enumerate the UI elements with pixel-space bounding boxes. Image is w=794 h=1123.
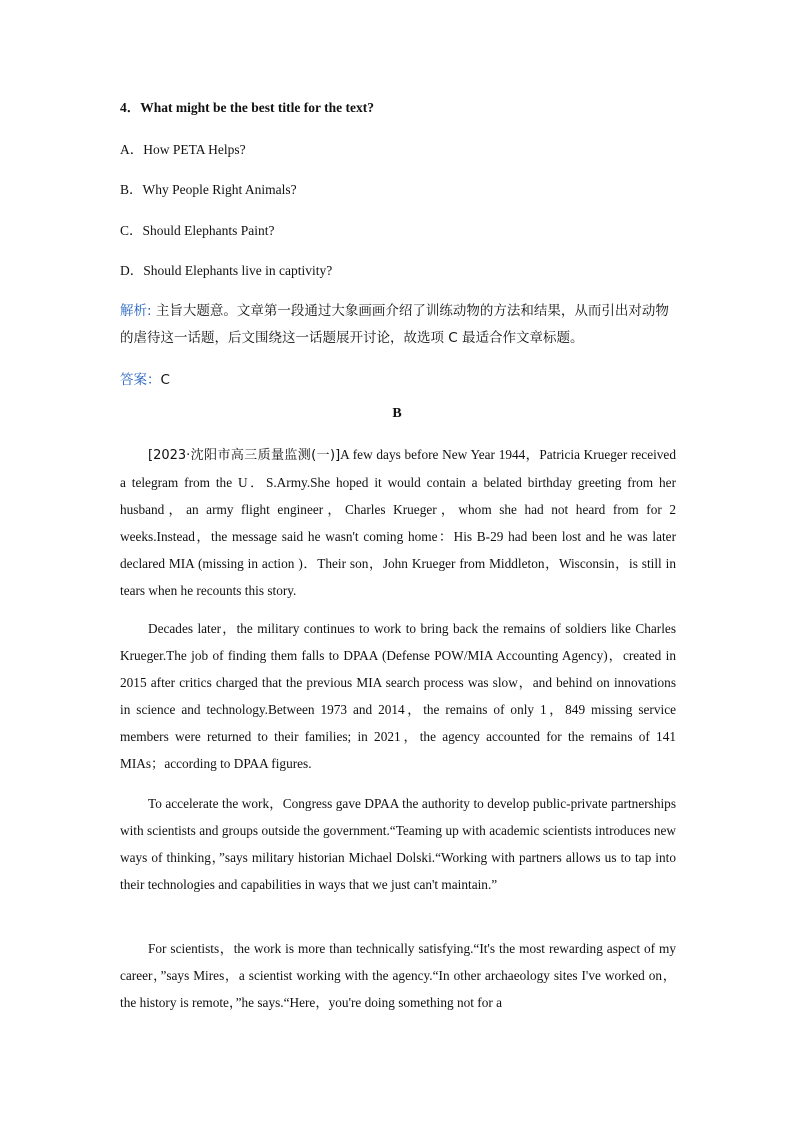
question-title	[120, 96, 374, 116]
option-label: A．	[120, 142, 144, 157]
passage-paragraph-3: To accelerate the work，Congress gave DPAA the authority to develop public-private partnerships with scientists and groups outside the government.“Teaming up with academic scientists introduces new ways of thinking，”says military historian Michael Dolski.“Working with partners allows us to tap into their technologies and capabilities in ways that we just can't maintain.”	[120, 796, 676, 892]
analysis-text: 主旨大题意。文章第一段通过大象画画介绍了训练动物的方法和结果，从而引出对动物的虐待这一话题，后文围绕这一话题展开讨论，故选项 C 最适合作文章标题。	[120, 303, 669, 346]
option-a	[120, 138, 246, 158]
option-label: D．	[120, 263, 144, 278]
analysis-block	[120, 298, 680, 352]
passage-source: [2023·沈阳市高三质量监测(一)]	[148, 448, 341, 463]
option-c	[120, 219, 275, 239]
question-number: 4．	[120, 100, 141, 115]
option-label: B．	[120, 182, 143, 197]
question-text: What might be the best title for the text?	[140, 100, 374, 115]
passage-paragraph-1	[120, 441, 676, 604]
section-heading: B	[392, 406, 402, 421]
paragraph-1-text: A few days before New Year 1944，Patricia Krueger received a telegram from the U．S.Army.She hoped it would contain a belated birthday greeting from her husband，an army flight engineer，Charles Krueger，whom she had not heard from for 2 weeks.Instead，the message said he wasn't coming home：His B-29 had been lost and he was later declared MIA (missing in action )．Their son，John Krueger from Middleton，Wisconsin，is still in tears when he recounts this story.	[120, 447, 676, 598]
option-d	[120, 259, 332, 279]
option-text: Should Elephants Paint?	[142, 223, 275, 238]
option-text: How PETA Helps?	[143, 142, 246, 157]
answer-label: 答案：	[120, 372, 161, 388]
passage-paragraph-2: Decades later，the military continues to work to bring back the remains of soldiers like Charles Krueger.The job of finding them falls to DPAA (Defense POW/MIA Accounting Agency)，created in 2015 after critics charged that the previous MIA search process was slow，and behind on innovations in science and technology.Between 1973 and 2014，the remains of only 1，849 missing service members were returned to their families; in 2021，the agency accounted for the remains of 141 MIAs；according to DPAA figures.	[120, 621, 676, 771]
answer-value: C	[160, 372, 170, 388]
passage-paragraph-4: For scientists，the work is more than technically satisfying.“It's the most rewarding aspect of my career，”says Mires，a scientist working with the agency.“In other archaeology sites I've worked on，the history is remote，”he says.“Here，you're doing something not for a	[120, 941, 676, 1010]
option-label: C．	[120, 223, 143, 238]
option-text: Why People Right Animals?	[142, 182, 297, 197]
analysis-label: 解析:	[120, 303, 152, 319]
option-text: Should Elephants live in captivity?	[143, 263, 333, 278]
option-b	[120, 178, 297, 198]
answer-line	[120, 368, 170, 388]
